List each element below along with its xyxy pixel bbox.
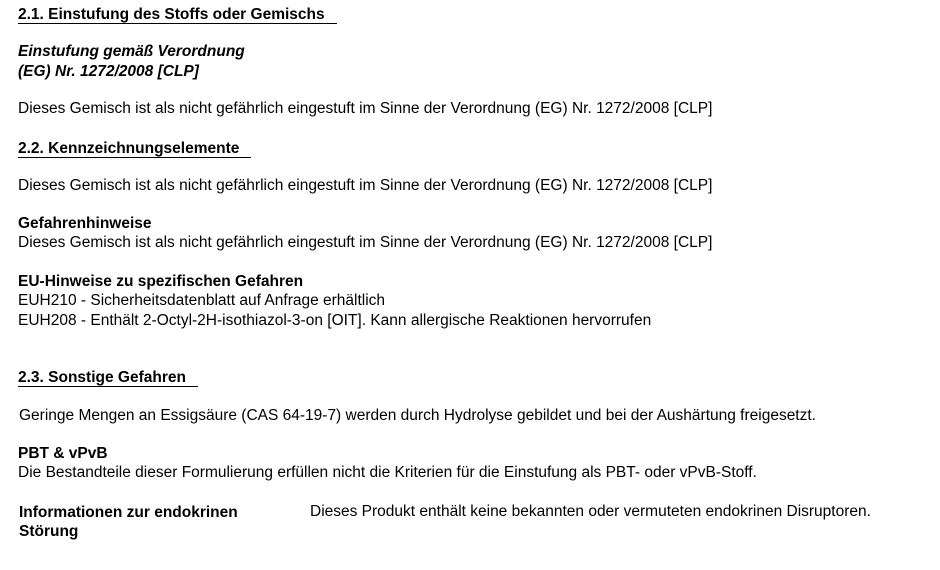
section-2-1-heading-wrap	[18, 5, 337, 24]
pbt-title: PBT & vPvB	[18, 445, 108, 462]
section-2-1-subheading-line2: (EG) Nr. 1272/2008 [CLP]	[18, 63, 199, 80]
section-2-1-text: Dieses Gemisch ist als nicht gefährlich eingestuft im Sinne der Verordnung (EG) Nr. 1272/2008 [CLP]	[18, 100, 713, 117]
section-2-3-heading-wrap	[18, 368, 198, 387]
eu-statements-title: EU-Hinweise zu spezifischen Gefahren	[18, 273, 304, 290]
section-2-2-text: Dieses Gemisch ist als nicht gefährlich eingestuft im Sinne der Verordnung (EG) Nr. 1272/2008 [CLP]	[18, 177, 713, 194]
section-2-1-heading: 2.1. Einstufung des Stoffs oder Gemischs	[18, 6, 337, 24]
pbt-text: Die Bestandteile dieser Formulierung erfüllen nicht die Kriterien für die Einstufung als PBT- oder vPvB-Stoff.	[18, 464, 757, 481]
hazard-statements-title: Gefahrenhinweise	[18, 215, 152, 232]
endocrine-label-line1: Informationen zur endokrinen	[19, 504, 238, 521]
eu-statement-item: EUH208 - Enthält 2-Octyl-2H-isothiazol-3-on [OIT]. Kann allergische Reaktionen hervorrufen	[18, 312, 652, 329]
section-2-3-heading: 2.3. Sonstige Gefahren	[18, 369, 198, 387]
endocrine-text: Dieses Produkt enthält keine bekannten oder vermuteten endokrinen Disruptoren.	[310, 503, 871, 520]
eu-statement-item: EUH210 - Sicherheitsdatenblatt auf Anfrage erhältlich	[18, 292, 386, 309]
section-2-2-heading: 2.2. Kennzeichnungselemente	[18, 140, 251, 158]
section-2-2-heading-wrap	[18, 139, 251, 158]
section-2-1-subheading-line1: Einstufung gemäß Verordnung	[18, 43, 245, 60]
hazard-statements-text: Dieses Gemisch ist als nicht gefährlich eingestuft im Sinne der Verordnung (EG) Nr. 1272/2008 [CLP]	[18, 234, 713, 251]
endocrine-label-line2: Störung	[19, 523, 79, 540]
section-2-3-text: Geringe Mengen an Essigsäure (CAS 64-19-7) werden durch Hydrolyse gebildet und bei der Aushärtung freigesetzt.	[19, 407, 816, 424]
